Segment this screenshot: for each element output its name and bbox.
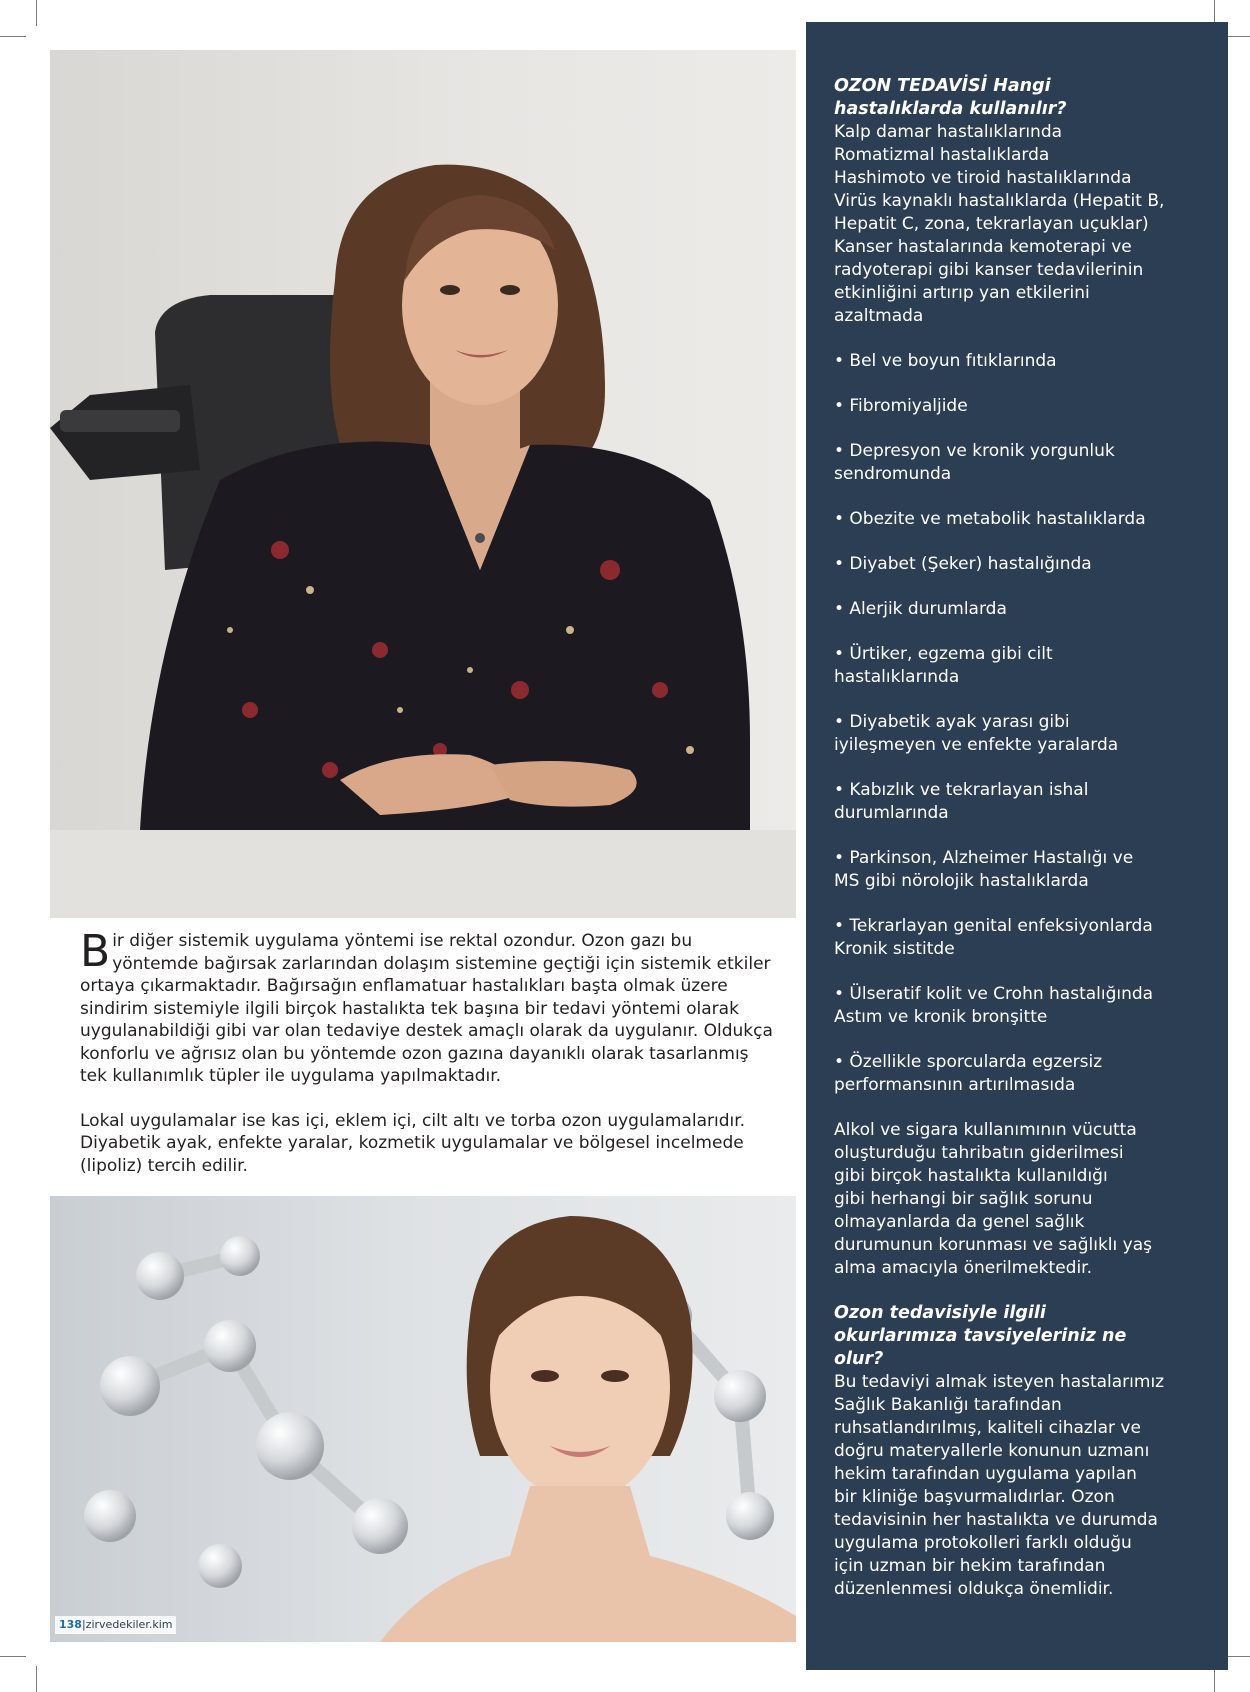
spacer [834,328,1214,350]
intro-line: Romatizmal hastalıklarda [834,145,1050,165]
skincare-molecule-photo [50,1196,796,1642]
article-paragraph-2: Lokal uygulamalar ise kas içi, eklem içi, cilt altı ve torba ozon uygulamalarıdır. Diyabetik ayak, enfekte yaralar, kozmetik uygulamalar ve bölgesel incelmede (lipoliz) tercih edilir. [80,1110,746,1176]
list-item: • Diyabetik ayak yarası gibi iyileşmeyen ve enfekte yaralarda [834,712,1119,755]
list-item: • Obezite ve metabolik hastalıklarda [834,509,1146,529]
sidebar-heading-line-1: OZON TEDAVİSİ Hangi [834,76,1051,96]
list-item: • Ülseratif kolit ve Crohn hastalığında Astım ve kronik bronşitte [834,984,1154,1027]
crop-mark [36,0,37,26]
drop-cap: B [80,926,111,977]
intro-line: etkinliğini artırıp yan etkilerini [834,283,1090,303]
intro-line: Hepatit C, zona, tekrarlayan uçuklar) [834,214,1149,234]
sidebar-heading-line-2: hastalıklarda kullanılır? [834,99,1067,119]
intro-line: Kanser hastalarında kemoterapi ve [834,237,1132,257]
footer-website: zirvedekiler.kim [85,1618,173,1631]
page-footer [55,1616,176,1634]
sidebar-content [834,75,1214,1601]
sidebar-answer: Bu tedaviyi almak isteyen hastalarımız Sağlık Bakanlığı tarafından ruhsatlandırılmış, kaliteli cihazlar ve doğru materyallerle konunun uzmanı hekim tarafından uygulama yapılan bir kliniğe başvurmalıdırlar. Ozon tedavisinin her hastalıkta ve durumda uygulama protokolleri farklı olduğu için uzman bir hekim tarafından düzenlenmesi oldukça önemlidir. [834,1372,1165,1599]
sidebar-paragraph: Alkol ve sigara kullanımının vücutta oluşturduğu tahribatın giderilmesi gibi birçok hastalıkta kullanıldığı gibi herhangi bir sağlık sorunu olmayanlarda da genel sağlık durumunun korunması ve sağlıklı yaş alma amacıyla önerilmektedir. [834,1120,1152,1278]
intro-line: Virüs kaynaklı hastalıklarda (Hepatit B, [834,191,1165,211]
list-item: • Ürtiker, egzema gibi cilt hastalıklarında [834,644,1053,687]
sidebar-intro [834,121,1214,328]
sidebar-question-heading: Ozon tedavisiyle ilgili okurlarımıza tavsiyeleriniz ne olur? [834,1303,1127,1369]
skincare-molecule-illustration [50,1196,796,1642]
crop-mark [36,1666,37,1692]
list-item: • Fibromiyaljide [834,396,968,416]
crop-mark [0,1656,26,1657]
paragraph-1-text: ir diğer sistemik uygulama yöntemi ise rektal ozondur. Ozon gazı bu yöntemde bağırsak zarlarından dolaşım sistemine geçtiği için sistemik etkiler ortaya çıkarmaktadır. Bağırsağın enflamatuar hastalıkları başta olmak üzere sindirim sistemiyle ilgili birçok hastalıkta tek başına bir tedavi yöntemi olarak uygulanabildiği gibi var olan tedaviye destek amaçlı olarak da uygulanır. Oldukça konforlu ve ağrısız olan bu yöntemde ozon gazına dayanıklı olarak tasarlanmış tek kullanımlık tüpler ile uygulama yapılmaktadır. [80,931,773,1086]
intro-line: azaltmada [834,306,924,326]
list-item: • Diyabet (Şeker) hastalığında [834,554,1092,574]
doctor-portrait-illustration [50,50,796,918]
list-item: • Alerjik durumlarda [834,599,1007,619]
page-number: 138 [59,1618,82,1631]
list-item: • Özellikle sporcularda egzersiz performansının artırılmasıda [834,1052,1103,1095]
footer-separator: | [81,1618,86,1631]
intro-line: Hashimoto ve tiroid hastalıklarında [834,168,1132,188]
list-item: • Parkinson, Alzheimer Hastalığı ve MS gibi nörolojik hastalıklarda [834,848,1134,891]
intro-line: radyoterapi gibi kanser tedavilerinin [834,260,1144,280]
info-sidebar [806,22,1228,1670]
crop-mark [0,36,26,37]
sidebar-heading [834,75,1214,121]
list-item: • Tekrarlayan genital enfeksiyonlarda Kronik sistitde [834,916,1153,959]
list-item: • Kabızlık ve tekrarlayan ishal durumlarında [834,780,1089,823]
article-body [80,926,780,1199]
intro-line: Kalp damar hastalıklarında [834,122,1063,142]
list-item: • Bel ve boyun fıtıklarında [834,351,1057,371]
list-item: • Depresyon ve kronik yorgunluk sendromunda [834,441,1115,484]
article-paragraph-1 [80,926,780,1088]
sidebar-bullet-list [834,350,1214,1097]
spacer [834,1280,1214,1302]
doctor-portrait-photo [50,50,796,918]
